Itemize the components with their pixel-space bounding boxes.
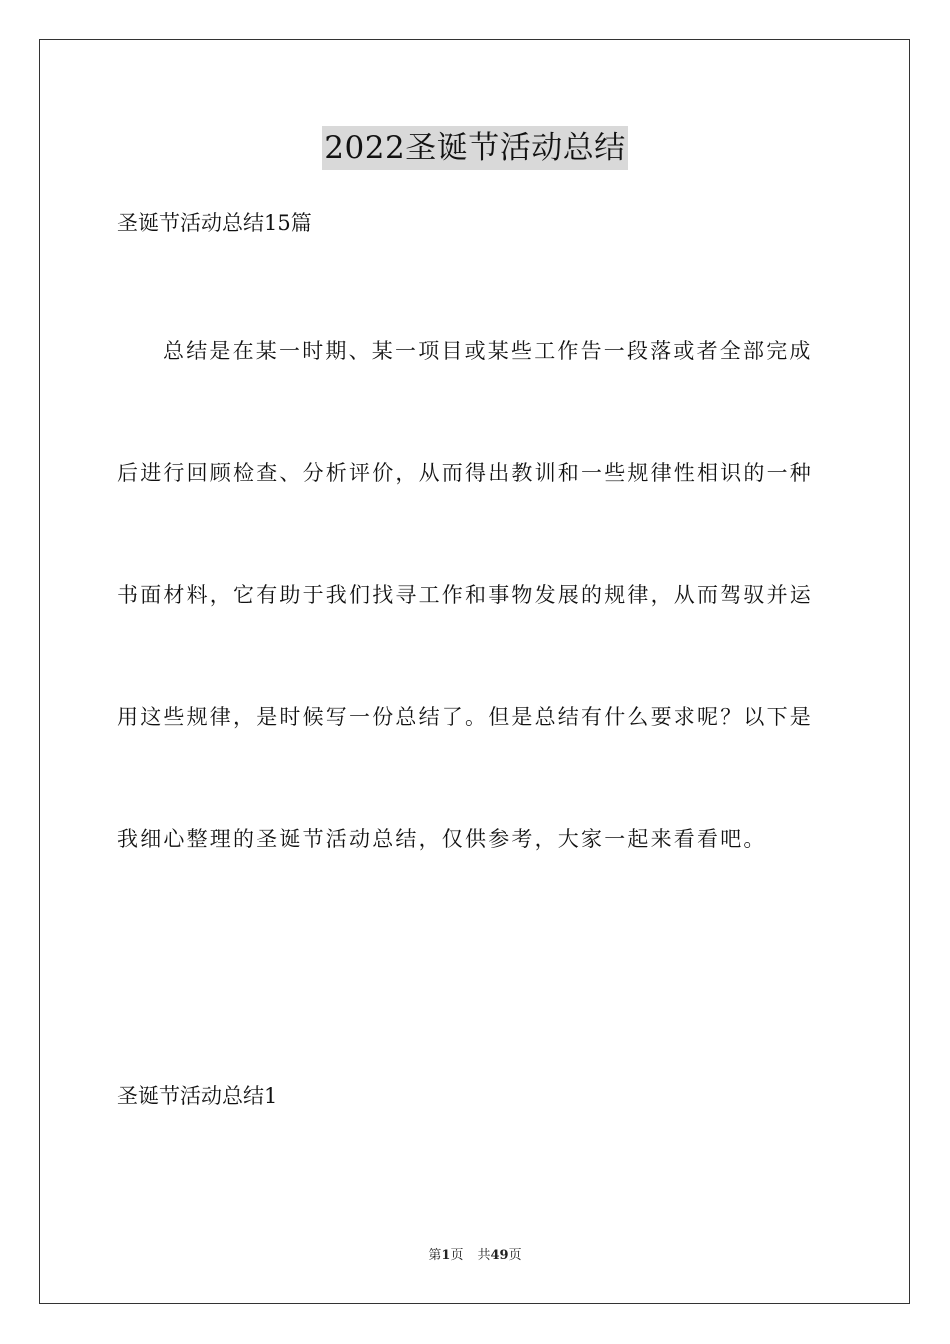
document-title: 2022圣诞节活动总结: [322, 126, 627, 170]
footer-total-pages: 49: [490, 1248, 509, 1263]
section-heading: 圣诞节活动总结1: [117, 1084, 278, 1108]
intro-paragraph-line: 总结是在某一时期、某一项目或某些工作告一段落或者全部完成: [163, 339, 813, 363]
title-container: [0, 126, 950, 170]
footer-page-number: 1: [441, 1248, 451, 1263]
document-subtitle: 圣诞节活动总结15篇: [117, 211, 312, 235]
footer-total-suffix: 页: [508, 1248, 522, 1263]
intro-paragraph-line: 我细心整理的圣诞节活动总结，仅供参考，大家一起来看看吧。: [117, 827, 767, 851]
intro-paragraph-line: 书面材料，它有助于我们找寻工作和事物发展的规律，从而驾驭并运: [117, 583, 813, 607]
footer-page-suffix: 页: [450, 1248, 464, 1263]
page-footer: [0, 1247, 950, 1265]
footer-total-prefix: 共: [477, 1248, 491, 1263]
footer-page-prefix: 第: [428, 1248, 442, 1263]
intro-paragraph-line: 用这些规律，是时候写一份总结了。但是总结有什么要求呢？以下是: [117, 705, 813, 729]
intro-paragraph-line: 后进行回顾检查、分析评价，从而得出教训和一些规律性相识的一种: [117, 461, 813, 485]
